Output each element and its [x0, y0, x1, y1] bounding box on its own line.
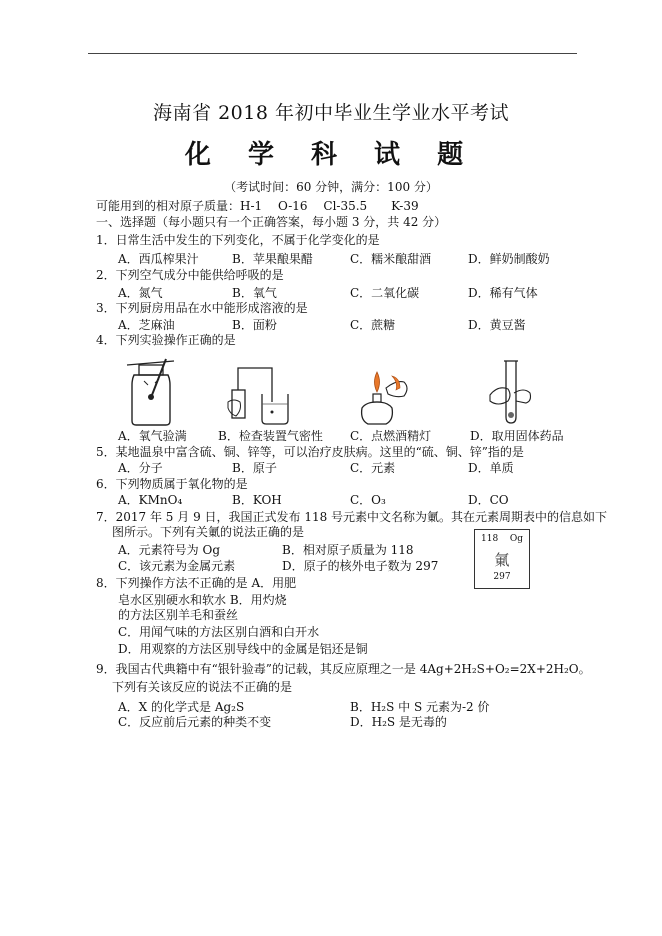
- section-heading: 一、选择题（每小题只有一个正确答案，每小题 3 分，共 42 分）: [96, 215, 447, 229]
- question-4: 4．下列实验操作正确的是: [96, 333, 236, 347]
- q3-option-c: C．蔗糖: [350, 318, 396, 332]
- q8-option-d: D．用观察的方法区别导线中的金属是铝还是铜: [118, 642, 368, 656]
- q3-option-a: A．芝麻油: [118, 318, 175, 332]
- q6-option-c: C．O₃: [350, 493, 386, 507]
- top-rule: [88, 53, 577, 54]
- element-name: 氭: [494, 551, 510, 569]
- atomic-mass: 297: [493, 572, 511, 582]
- q7-option-d: D．原子的核外电子数为 297: [282, 559, 439, 573]
- solid-reagent-icon: [480, 355, 540, 427]
- alcohol-lamp-icon: [352, 358, 416, 428]
- question-7-cont: 图所示。下列有关氭的说法正确的是: [112, 525, 305, 539]
- q4-option-c: C．点燃酒精灯: [350, 429, 432, 443]
- exam-info: （考试时间：60 分钟，满分：100 分）: [224, 180, 438, 194]
- q8-line-3: 的方法区别羊毛和蚕丝: [118, 608, 239, 622]
- q3-option-d: D．黄豆酱: [468, 318, 526, 332]
- exam-title: 海南省 2018 年初中毕业生学业水平考试: [153, 102, 509, 124]
- question-1: 1．日常生活中发生的下列变化，不属于化学变化的是: [96, 233, 380, 247]
- q1-option-b: B．苹果酿果醋: [232, 252, 313, 266]
- q7-option-c: C．该元素为金属元素: [118, 559, 236, 573]
- q8-line-2: 皂水区别硬水和软水 B．用灼烧: [118, 593, 287, 607]
- airtight-check-icon: [226, 358, 296, 428]
- q2-option-a: A．氮气: [118, 286, 163, 300]
- oxygen-test-icon: [122, 355, 184, 427]
- q6-option-a: A．KMnO₄: [118, 493, 183, 507]
- q4-option-d: D．取用固体药品: [470, 429, 564, 443]
- q2-option-c: C．二氧化碳: [350, 286, 420, 300]
- question-3: 3．下列厨房用品在水中能形成溶液的是: [96, 301, 308, 315]
- q8-option-c: C．用闻气味的方法区别白酒和白开水: [118, 625, 320, 639]
- question-7: 7．2017 年 5 月 9 日，我国正式发布 118 号元素中文名称为氭。其在元素周期表中的信息如下: [96, 510, 608, 524]
- q9-option-b: B．H₂S 中 S 元素为-2 价: [350, 700, 490, 714]
- q5-option-c: C．元素: [350, 461, 396, 475]
- q1-option-c: C．糯米酿甜酒: [350, 252, 432, 266]
- atomic-number: 118: [481, 534, 499, 544]
- q6-option-b: B．KOH: [232, 493, 282, 507]
- q5-option-b: B．原子: [232, 461, 277, 475]
- q5-option-d: D．单质: [468, 461, 514, 475]
- q7-option-b: B．相对原子质量为 118: [282, 543, 414, 557]
- q6-option-d: D．CO: [468, 493, 509, 507]
- question-2: 2．下列空气成分中能供给呼吸的是: [96, 268, 284, 282]
- question-8: 8．下列操作方法不正确的是 A．用肥: [96, 576, 297, 590]
- element-card: [474, 529, 530, 589]
- question-9: 9．我国古代典籍中有“银针验毒”的记载，其反应原理之一是 4Ag+2H₂S+O₂=2X+2H₂O。: [96, 662, 591, 676]
- q5-option-a: A．分子: [118, 461, 163, 475]
- question-5: 5．某地温泉中富含硫、铜、锌等，可以治疗皮肤病。这里的“硫、铜、锌”指的是: [96, 445, 524, 459]
- q9-option-c: C．反应前后元素的种类不变: [118, 715, 272, 729]
- q1-option-d: D．鲜奶制酸奶: [468, 252, 550, 266]
- q4-option-b: B．检查装置气密性: [218, 429, 323, 443]
- q1-option-a: A．西瓜榨果汁: [118, 252, 199, 266]
- element-symbol: Og: [509, 534, 523, 544]
- exam-subtitle: 化 学 科 试 题: [184, 140, 478, 170]
- q9-option-d: D．H₂S 是无毒的: [350, 715, 447, 729]
- question-6: 6．下列物质属于氧化物的是: [96, 477, 248, 491]
- q2-option-d: D．稀有气体: [468, 286, 538, 300]
- q3-option-b: B．面粉: [232, 318, 277, 332]
- atomic-masses: 可能用到的相对原子质量：H-1 O-16 Cl-35.5 K-39: [96, 199, 419, 213]
- q4-option-a: A．氧气验满: [118, 429, 187, 443]
- q2-option-b: B．氧气: [232, 286, 277, 300]
- question-9-cont: 下列有关该反应的说法不正确的是: [112, 680, 293, 694]
- q9-option-a: A．X 的化学式是 Ag₂S: [118, 700, 245, 714]
- q7-option-a: A．元素符号为 Og: [118, 543, 221, 557]
